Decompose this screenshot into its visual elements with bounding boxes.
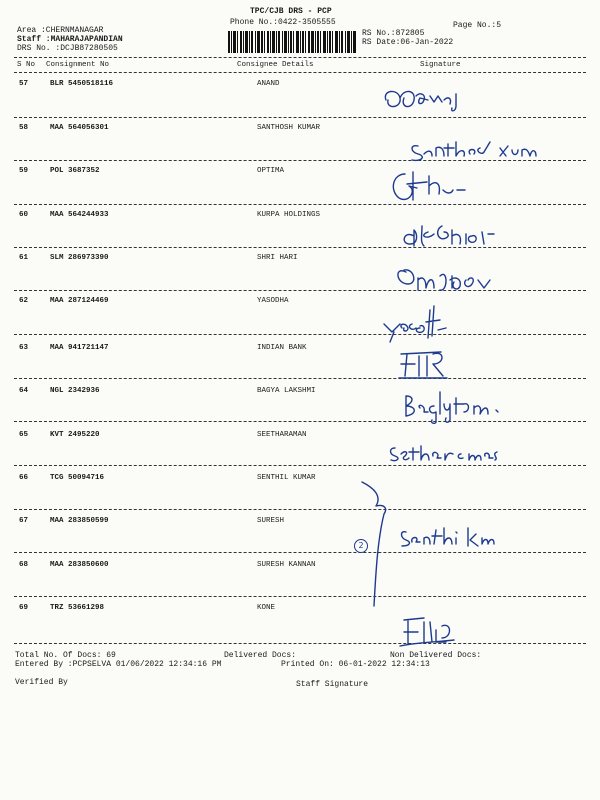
header-divider-bottom bbox=[14, 72, 586, 73]
row-consignment: KVT 2495220 bbox=[50, 431, 100, 439]
row-sno: 58 bbox=[19, 124, 29, 132]
staff-label: Staff :MAHARAJAPANDIAN bbox=[17, 35, 123, 44]
row-consignment: MAA 564244933 bbox=[50, 211, 109, 219]
row-consignment: MAA 283850600 bbox=[50, 561, 109, 569]
total-docs: Total No. Of Docs: 69 bbox=[15, 651, 116, 660]
row-sno: 60 bbox=[19, 211, 29, 219]
row-divider bbox=[14, 509, 586, 510]
row-consignment: MAA 287124469 bbox=[50, 297, 109, 305]
signature-row-59 bbox=[387, 168, 477, 206]
row-consignee: OPTIMA bbox=[257, 167, 285, 175]
document-title: TPC/CJB DRS - PCP bbox=[250, 7, 332, 16]
row-consignment: TRZ 53661298 bbox=[50, 604, 105, 612]
drs-number: DRS No. :DCJB87280505 bbox=[17, 44, 118, 53]
row-divider bbox=[14, 552, 586, 553]
row-consignment: POL 3687352 bbox=[50, 167, 100, 175]
row-consignment: MAA 941721147 bbox=[50, 344, 109, 352]
row-divider bbox=[14, 596, 586, 597]
row-sno: 61 bbox=[19, 254, 29, 262]
row-consignee: ANAND bbox=[257, 80, 280, 88]
row-consignment: MAA 283850599 bbox=[50, 517, 109, 525]
signature-rows-66-68 bbox=[398, 524, 498, 552]
signature-row-64 bbox=[400, 388, 505, 424]
rs-date: RS Date:06-Jan-2022 bbox=[362, 38, 454, 47]
row-consignee: BAGYA LAKSHMI bbox=[257, 387, 316, 395]
row-consignee: KONE bbox=[257, 604, 276, 612]
row-consignee: SURESH KANNAN bbox=[257, 561, 316, 569]
row-sno: 64 bbox=[19, 387, 29, 395]
signature-row-69 bbox=[398, 612, 468, 648]
delivered-docs: Delivered Docs: bbox=[224, 651, 297, 660]
row-sno: 62 bbox=[19, 297, 29, 305]
signature-row-65 bbox=[387, 442, 502, 466]
area-label: Area :CHERNMANAGAR bbox=[17, 26, 104, 35]
row-sno: 59 bbox=[19, 167, 29, 175]
circled-number: 2 bbox=[354, 539, 368, 553]
row-consignee: SEETHARAMAN bbox=[257, 431, 307, 439]
signature-row-60 bbox=[398, 222, 508, 250]
row-consignment: MAA 564056301 bbox=[50, 124, 109, 132]
row-consignment: BLR 5450518116 bbox=[50, 80, 114, 88]
row-consignee: KURPA HOLDINGS bbox=[257, 211, 321, 219]
signature-row-61 bbox=[392, 262, 492, 298]
col-consignment: Consignment No bbox=[46, 61, 110, 69]
printed-on: Printed On: 06-01-2022 12:34:13 bbox=[281, 660, 430, 669]
row-divider bbox=[14, 643, 586, 644]
row-consignee: INDIAN BANK bbox=[257, 344, 307, 352]
row-sno: 67 bbox=[19, 517, 29, 525]
row-consignment: TCG 50094716 bbox=[50, 474, 105, 482]
header-divider-top bbox=[14, 57, 586, 58]
rs-number: RS No.:872805 bbox=[362, 29, 425, 38]
non-delivered-docs: Non Delivered Docs: bbox=[390, 651, 482, 660]
row-divider bbox=[14, 117, 586, 118]
staff-signature: Staff Signature bbox=[296, 680, 369, 689]
signature-row-63 bbox=[397, 348, 457, 382]
col-sno: S No bbox=[17, 61, 36, 69]
row-divider bbox=[14, 290, 586, 291]
verified-by: Verified By bbox=[15, 678, 68, 687]
row-consignment: NGL 2342936 bbox=[50, 387, 100, 395]
row-divider bbox=[14, 334, 586, 335]
row-consignee: SURESH bbox=[257, 517, 285, 525]
row-consignment: SLM 286973390 bbox=[50, 254, 109, 262]
row-sno: 57 bbox=[19, 80, 29, 88]
row-sno: 65 bbox=[19, 431, 29, 439]
phone-number: Phone No.:0422-3505555 bbox=[230, 18, 336, 27]
signature-row-57 bbox=[380, 86, 470, 116]
row-divider bbox=[14, 204, 586, 205]
row-consignee: YASODHA bbox=[257, 297, 289, 305]
col-consignee: Consignee Details bbox=[237, 61, 314, 69]
row-sno: 63 bbox=[19, 344, 29, 352]
row-consignee: SHRI HARI bbox=[257, 254, 298, 262]
row-sno: 66 bbox=[19, 474, 29, 482]
row-sno: 69 bbox=[19, 604, 29, 612]
entered-by: Entered By :PCPSELVA 01/06/2022 12:34:16 PM bbox=[15, 660, 222, 669]
row-consignee: SENTHIL KUMAR bbox=[257, 474, 316, 482]
col-signature: Signature bbox=[420, 61, 461, 69]
row-consignee: SANTHOSH KUMAR bbox=[257, 124, 321, 132]
signature-row-62 bbox=[382, 302, 462, 344]
barcode bbox=[228, 31, 356, 53]
row-sno: 68 bbox=[19, 561, 29, 569]
row-divider bbox=[14, 378, 586, 379]
signature-row-58 bbox=[408, 138, 538, 164]
page-number: Page No.:5 bbox=[453, 21, 502, 30]
